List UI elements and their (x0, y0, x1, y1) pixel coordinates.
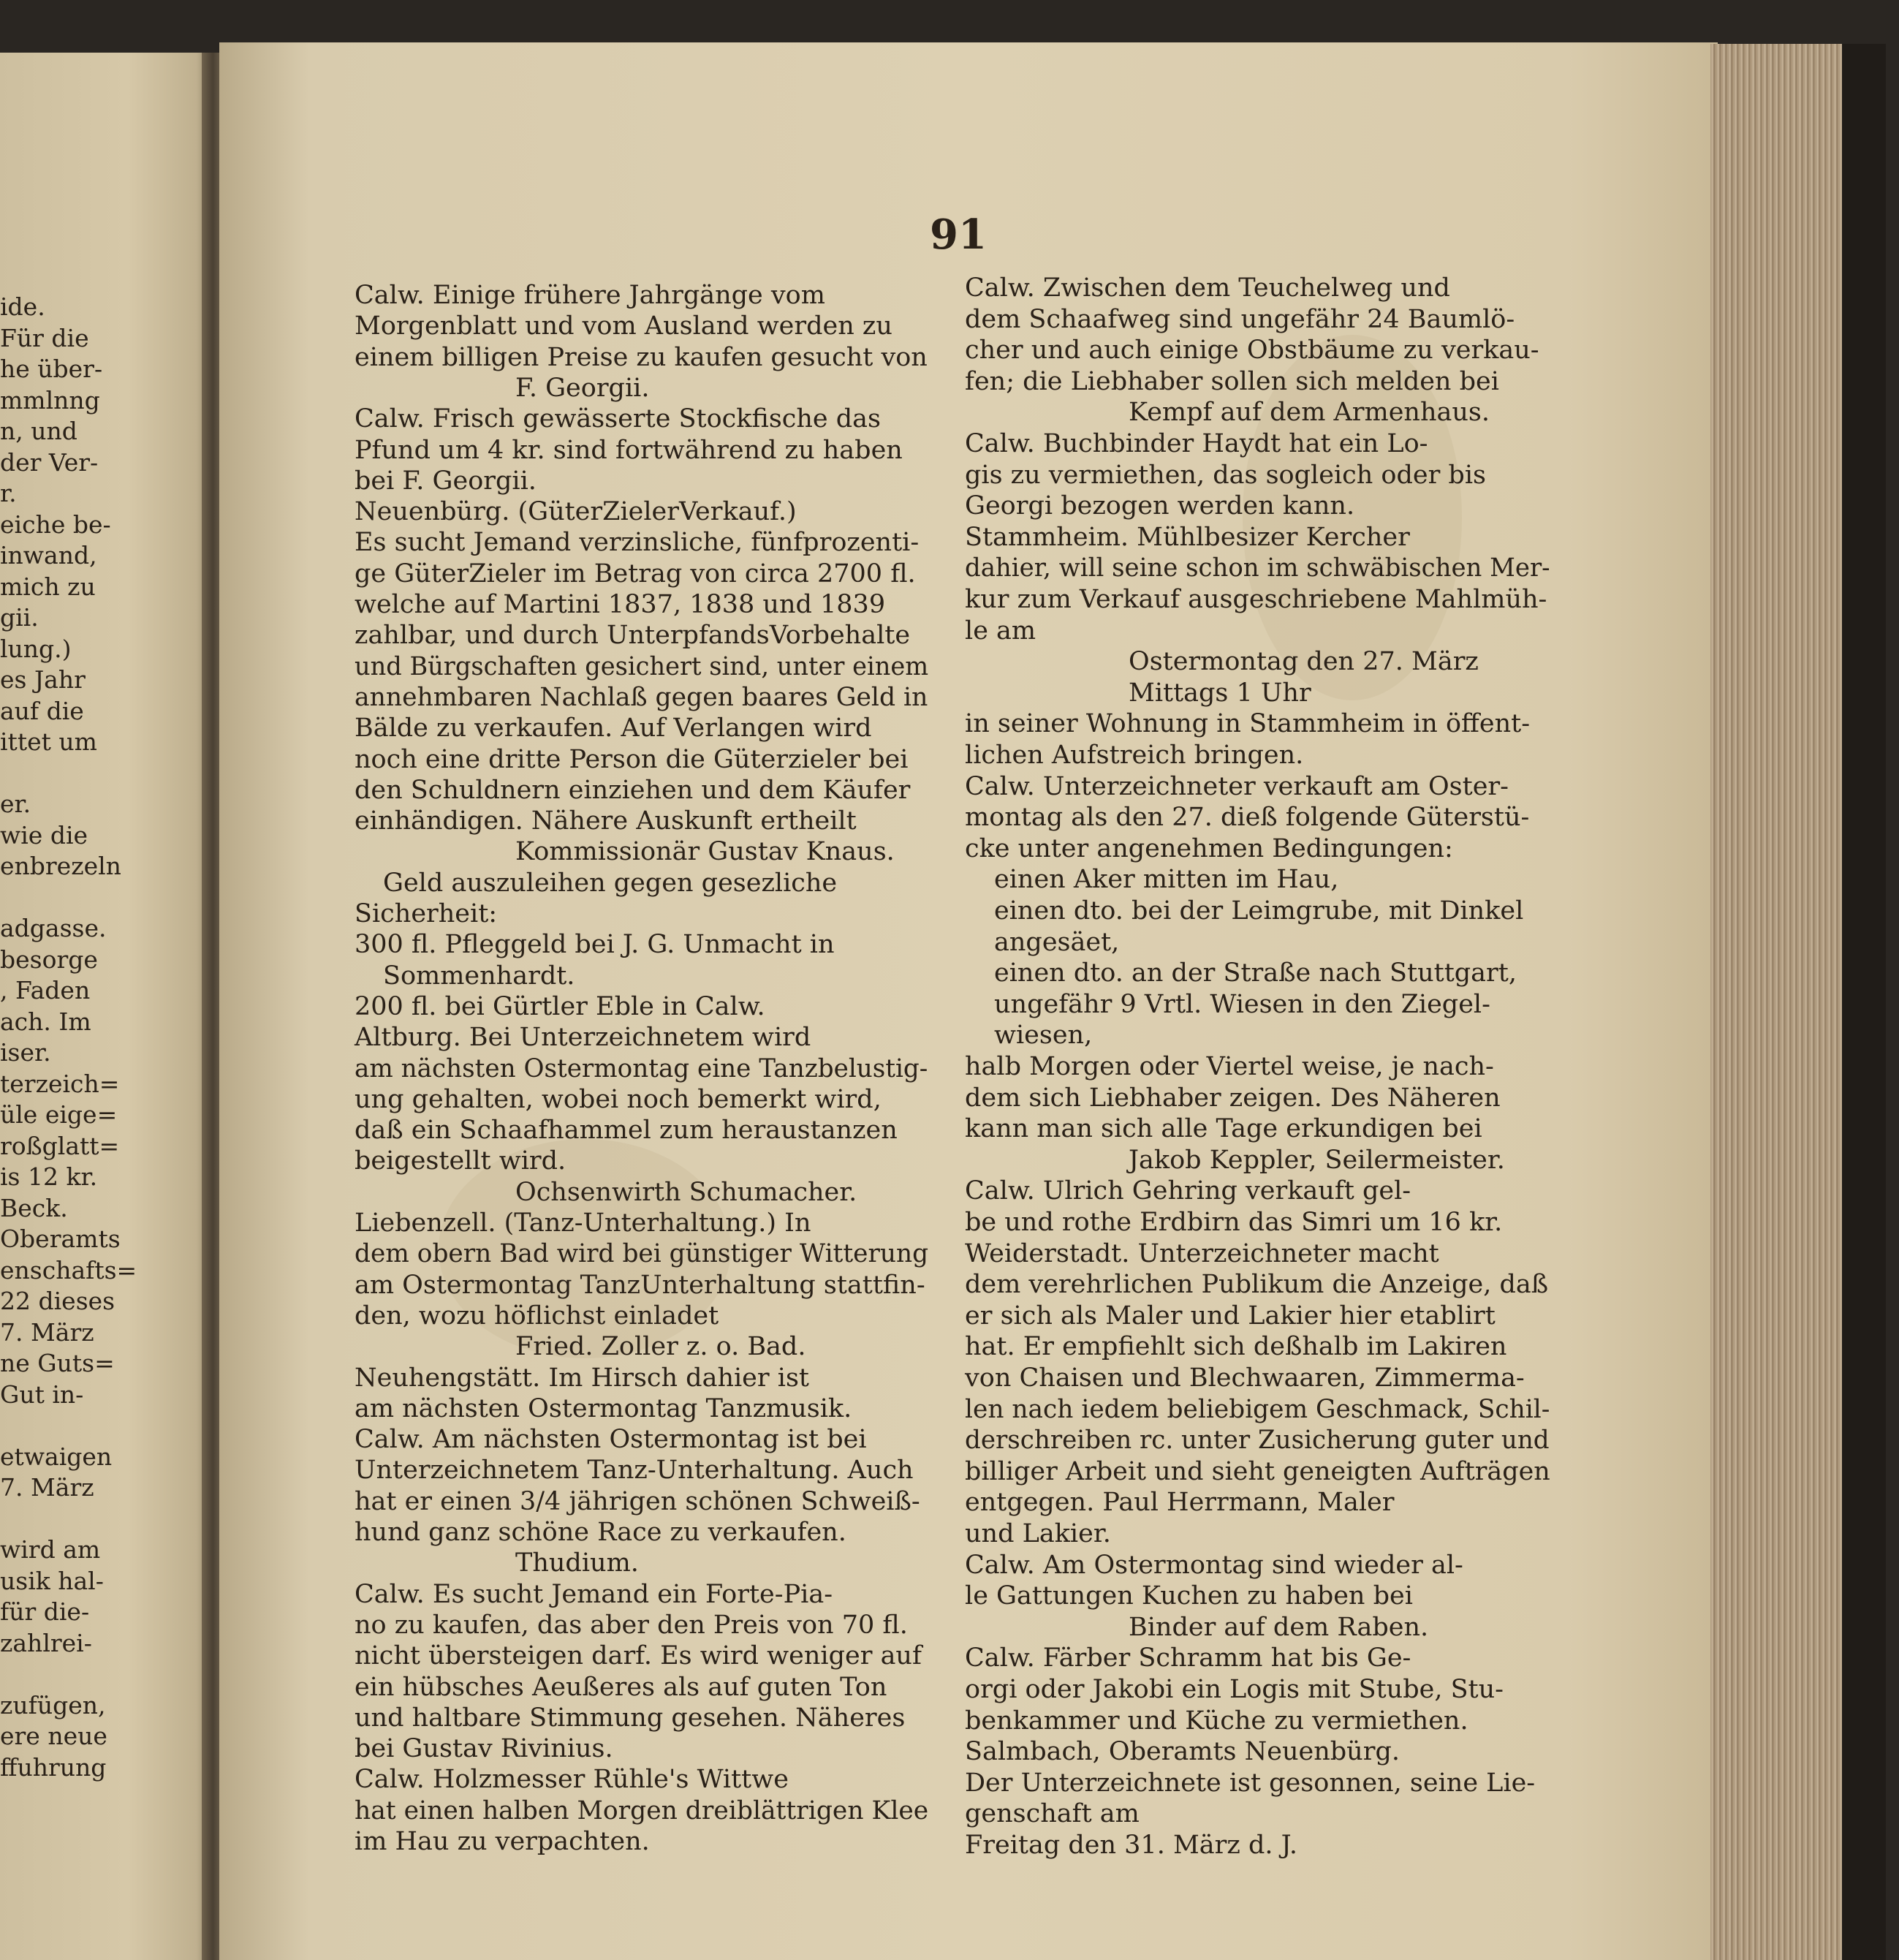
text-line: enbrezeln (0, 852, 121, 880)
text-line: zahlbar, und durch UnterpfandsVorbehalte (355, 621, 911, 651)
text-line: , Faden (0, 976, 91, 1004)
text-line: Calw. Am nächsten Ostermontag ist bei (355, 1425, 867, 1455)
middle-column (355, 0, 928, 1960)
text-line: in seiner Wohnung in Stammheim in öffent- (965, 709, 1531, 739)
text-line: ittet um (0, 727, 97, 756)
text-line: Georgi bezogen werden kann. (965, 491, 1355, 521)
text-line: ere neue (0, 1722, 107, 1750)
text-line: fen; die Liebhaber sollen sich melden bei (965, 366, 1499, 396)
text-line: Sicherheit: (355, 899, 498, 928)
text-line: entgegen. Paul Herrmann, Maler (965, 1488, 1395, 1518)
text-line: mich zu (0, 572, 96, 601)
text-line: dahier, will seine schon im schwäbischen Mer- (965, 553, 1550, 583)
text-line: Calw. Färber Schramm hat bis Ge- (965, 1643, 1411, 1673)
text-line: terzeich= (0, 1069, 120, 1098)
text-line: wiesen, (994, 1021, 1093, 1051)
text-line: benkammer und Küche zu vermiethen. (965, 1706, 1468, 1736)
text-line: er sich als Maler und Lakier hier etablirt (965, 1301, 1496, 1331)
book-page-edge (1710, 44, 1848, 1960)
text-line: und Lakier. (965, 1519, 1111, 1548)
text-line: einen Aker mitten im Hau, (994, 865, 1339, 895)
text-line: Altburg. Bei Unterzeichnetem wird (355, 1023, 811, 1053)
text-line: r. (0, 479, 17, 507)
text-line: es Jahr (0, 665, 86, 694)
text-line: Unterzeichnetem Tanz-Unterhaltung. Auch (355, 1456, 914, 1486)
text-line: 22 dieses (0, 1287, 115, 1315)
text-line: Es sucht Jemand verzinsliche, fünfprozenti- (355, 528, 920, 558)
text-line: den, wozu höflichst einladet (355, 1301, 719, 1331)
text-line: ide. (0, 292, 45, 321)
text-line: adgasse. (0, 914, 107, 942)
text-line: dem Schaafweg sind ungefähr 24 Baumlö- (965, 304, 1515, 334)
text-line: hund ganz schöne Race zu verkaufen. (355, 1518, 846, 1547)
text-line: dem obern Bad wird bei günstiger Witterung (355, 1239, 929, 1269)
text-line: einen dto. an der Straße nach Stuttgart, (994, 958, 1517, 988)
text-line: bei Gustav Rivinius. (355, 1734, 613, 1764)
text-line: Thudium. (515, 1548, 639, 1578)
text-line: Ochsenwirth Schumacher. (515, 1177, 857, 1207)
text-line: ach. Im (0, 1007, 91, 1036)
text-line: Fried. Zoller z. o. Bad. (515, 1332, 806, 1362)
text-line: F. Georgii. (515, 373, 650, 403)
left-page-column (0, 0, 205, 1960)
text-line: er. (0, 790, 31, 818)
text-line: gii. (0, 603, 39, 632)
text-line: den Schuldnern einziehen und dem Käufer (355, 775, 911, 805)
text-line: beigestellt wird. (355, 1146, 566, 1176)
text-line: mmlnng (0, 385, 100, 415)
text-line: für die- (0, 1597, 90, 1626)
text-line: noch eine dritte Person die Güterzieler bei (355, 744, 909, 774)
text-line: Freitag den 31. März d. J. (965, 1831, 1298, 1860)
text-line: Sommenhardt. (383, 961, 575, 991)
text-line: hat er einen 3/4 jährigen schönen Schweiß- (355, 1486, 920, 1516)
text-line: von Chaisen und Blechwaaren, Zimmerma- (965, 1363, 1525, 1393)
text-line: Neuhengstätt. Im Hirsch dahier ist (355, 1363, 809, 1393)
text-line: inwand, (0, 541, 97, 570)
text-line: 7. März (0, 1317, 94, 1347)
text-line: cke unter angenehmen Bedingungen: (965, 833, 1453, 863)
text-line: Bälde zu verkaufen. Auf Verlangen wird (355, 714, 872, 743)
text-line: lichen Aufstreich bringen. (965, 741, 1304, 770)
text-line: Jakob Keppler, Seilermeister. (1129, 1145, 1505, 1175)
text-line: montag als den 27. dieß folgende Güterstü- (965, 803, 1530, 833)
text-line: Calw. Ulrich Gehring verkauft gel- (965, 1176, 1411, 1206)
text-line: Calw. Unterzeichneter verkauft am Oster- (965, 771, 1509, 801)
text-line: kur zum Verkauf ausgeschriebene Mahlmüh- (965, 585, 1547, 614)
text-line: etwaigen (0, 1442, 113, 1471)
text-line: lung.) (0, 634, 72, 663)
text-line: wie die (0, 820, 88, 850)
text-line: der Ver- (0, 447, 99, 477)
text-line: Der Unterzeichnete ist gesonnen, seine Lie- (965, 1768, 1536, 1798)
text-line: Liebenzell. (Tanz-Unterhaltung.) In (355, 1208, 811, 1238)
text-line: zahlrei- (0, 1628, 92, 1657)
text-line: Für die (0, 323, 89, 352)
text-line: am Ostermontag TanzUnterhaltung stattfin- (355, 1270, 925, 1300)
text-line: hat einen halben Morgen dreiblättrigen Klee (355, 1796, 929, 1825)
text-line: le am (965, 616, 1036, 646)
text-line: n, und (0, 417, 77, 445)
text-line: bei F. Georgii. (355, 466, 537, 496)
text-line: iser. (0, 1038, 51, 1067)
text-line: Ostermontag den 27. März (1129, 647, 1479, 677)
text-line: Morgenblatt und vom Ausland werden zu (355, 311, 892, 341)
text-line: cher und auch einige Obstbäume zu verkau- (965, 336, 1539, 366)
text-line: am nächsten Ostermontag Tanzmusik. (355, 1393, 852, 1423)
text-line: usik hal- (0, 1566, 104, 1595)
text-line: kann man sich alle Tage erkundigen bei (965, 1114, 1482, 1144)
text-line: besorge (0, 945, 98, 974)
text-line: nicht übersteigen darf. Es wird weniger auf (355, 1641, 922, 1671)
text-line: ungefähr 9 Vrtl. Wiesen in den Ziegel- (994, 989, 1490, 1019)
text-line: Beck. (0, 1193, 68, 1222)
text-line: 7. März (0, 1473, 94, 1502)
text-line: Salmbach, Oberamts Neuenbürg. (965, 1737, 1400, 1767)
text-line: Calw. Buchbinder Haydt hat ein Lo- (965, 429, 1428, 458)
text-line: und Bürgschaften gesichert sind, unter einem (355, 651, 929, 681)
text-line: Geld auszuleihen gegen gesezliche (383, 868, 838, 898)
text-line: Weiderstadt. Unterzeichneter macht (965, 1238, 1439, 1268)
text-line: Calw. Frisch gewässerte Stockfische das (355, 404, 881, 434)
text-line: Gut in- (0, 1380, 84, 1409)
text-line: Neuenbürg. (GüterZielerVerkauf.) (355, 497, 797, 527)
text-line: ne Guts= (0, 1349, 115, 1377)
text-line: Calw. Holzmesser Rühle's Wittwe (355, 1765, 789, 1795)
text-line: welche auf Martini 1837, 1838 und 1839 (355, 590, 886, 619)
text-line: Oberamts (0, 1225, 121, 1253)
text-line: angesäet, (994, 927, 1120, 957)
text-line: 200 fl. bei Gürtler Eble in Calw. (355, 991, 765, 1021)
text-line: ge GüterZieler im Betrag von circa 2700 fl. (355, 559, 916, 589)
text-line: auf die (0, 696, 84, 725)
page-number: 91 (930, 211, 987, 259)
text-line: wird am (0, 1535, 101, 1564)
text-line: einen dto. bei der Leimgrube, mit Dinkel (994, 896, 1524, 926)
text-line: Mittags 1 Uhr (1129, 678, 1311, 708)
text-line: eiche be- (0, 510, 111, 539)
text-line: dem verehrlichen Publikum die Anzeige, daß (965, 1270, 1549, 1300)
text-line: Calw. Am Ostermontag sind wieder al- (965, 1550, 1463, 1580)
text-line: hat. Er empfiehlt sich deßhalb im Lakiren (965, 1332, 1507, 1362)
text-line: Kommissionär Gustav Knaus. (515, 837, 895, 867)
text-line: len nach iedem beliebigem Geschmack, Schil- (965, 1394, 1550, 1424)
text-line: Calw. Einige frühere Jahrgänge vom (355, 281, 825, 310)
text-line: he über- (0, 355, 103, 383)
text-line: orgi oder Jakobi ein Logis mit Stube, Stu- (965, 1675, 1504, 1704)
text-line: enschafts= (0, 1255, 137, 1284)
text-line: gis zu vermiethen, das sogleich oder bis (965, 460, 1486, 490)
text-line: genschaft am (965, 1799, 1140, 1829)
text-line: roßglatt= (0, 1131, 120, 1160)
text-line: dem sich Liebhaber zeigen. Des Näheren (965, 1083, 1501, 1113)
right-column (965, 0, 1550, 1960)
text-line: Calw. Zwischen dem Teuchelweg und (965, 273, 1450, 303)
text-line: am nächsten Ostermontag eine Tanzbelustig- (355, 1053, 928, 1083)
text-line: be und rothe Erdbirn das Simri um 16 kr. (965, 1208, 1503, 1237)
text-line: no zu kaufen, das aber den Preis von 70 fl. (355, 1610, 908, 1640)
text-line: zufügen, (0, 1690, 106, 1719)
text-line: Calw. Es sucht Jemand ein Forte-Pia- (355, 1579, 833, 1609)
text-line: is 12 kr. (0, 1162, 98, 1191)
text-line: im Hau zu verpachten. (355, 1827, 650, 1856)
text-line: einhändigen. Nähere Auskunft ertheilt (355, 806, 857, 836)
text-line: daß ein Schaafhammel zum heraustanzen (355, 1116, 898, 1146)
text-line: derschreiben rc. unter Zusicherung guter und (965, 1426, 1550, 1456)
text-line: ung gehalten, wobei noch bemerkt wird, (355, 1084, 882, 1114)
text-line: ffuhrung (0, 1752, 107, 1782)
text-line: Kempf auf dem Armenhaus. (1129, 398, 1490, 428)
text-line: annehmbaren Nachlaß gegen baares Geld in (355, 682, 928, 712)
text-line: 300 fl. Pfleggeld bei J. G. Unmacht in (355, 930, 835, 960)
text-line: le Gattungen Kuchen zu haben bei (965, 1581, 1413, 1611)
text-line: Pfund um 4 kr. sind fortwährend zu haben (355, 435, 903, 465)
text-line: Binder auf dem Raben. (1129, 1612, 1429, 1642)
text-line: ein hübsches Aeußeres als auf guten Ton (355, 1672, 887, 1702)
text-line: halb Morgen oder Viertel weise, je nach- (965, 1052, 1494, 1081)
text-line: und haltbare Stimmung gesehen. Näheres (355, 1703, 906, 1733)
text-line: üle eige= (0, 1100, 118, 1129)
text-line: billiger Arbeit und sieht geneigten Aufträgen (965, 1456, 1550, 1486)
text-line: einem billigen Preise zu kaufen gesucht von (355, 342, 928, 372)
text-line: Stammheim. Mühlbesizer Kercher (965, 522, 1410, 552)
